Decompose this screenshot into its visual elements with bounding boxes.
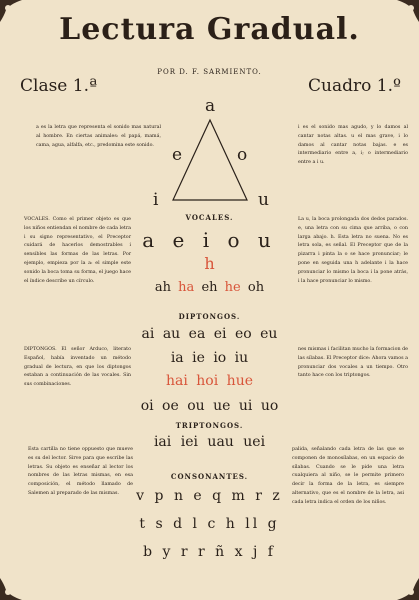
diphthong: eo: [234, 326, 252, 342]
diphthong: eu: [260, 326, 278, 342]
diphthong: ou: [187, 398, 205, 414]
triangle-u: u: [258, 190, 269, 210]
consonants-row-2: t s d l c h ll g: [139, 516, 280, 532]
diptongos-row-4: [0, 398, 419, 414]
intro-right-paragraph: i es el sonido mas agudo, y lo damos al cantar notas altas. u el mas grave, i lo damos al cantar notas bajas. e es intermediario entre a, i; o intermediario entre a i u.: [298, 125, 408, 166]
triphthong: uei: [243, 434, 266, 450]
diphthong: ie: [192, 350, 205, 366]
diphthong: ia: [170, 350, 184, 366]
triangle-e: e: [172, 145, 183, 165]
triphthong: iei: [180, 434, 198, 450]
syllable-oh: oh: [247, 280, 265, 295]
clase-label: Clase 1.ª: [20, 76, 98, 96]
vocales-left-paragraph: VOCALES. Como el primer objeto es que los niños entiendan el nombre de cada letra i su signo representativo, el Preceptor cuidará de hacerlos demostrables i sensibles las formas de las letras. Por ejemplo, empieza por la a: el simple este sonido la boca toma su forma, el juego hace el índice describe un círculo.: [24, 217, 131, 284]
vowel-u: u: [257, 228, 277, 252]
triangle-i: i: [153, 190, 159, 210]
diphthong: oi: [140, 398, 154, 414]
triangle-a: a: [205, 96, 216, 116]
diphthong: hai: [165, 373, 188, 389]
cuadro-label: Cuadro 1.º: [308, 76, 401, 96]
vowel-o: o: [227, 228, 246, 252]
byline: POR D. F. SARMIENTO.: [157, 68, 262, 76]
triphthong: iai: [153, 434, 172, 450]
diphthong: ai: [141, 326, 155, 342]
syllable-ha: ha: [178, 280, 195, 295]
intro-left-paragraph: a es la letra que representa el sonido mas natural al hombre. En ciertas animales: el papá, mamá, cama, agua, alfalfa, etc., predomina este sonido.: [36, 125, 161, 148]
diphthong: hue: [226, 373, 253, 389]
consonantes-heading: CONSONANTES.: [170, 472, 249, 481]
consonantes-left-paragraph: Esta cartilla no tiene oppuesto que mueve es su del lector. Sirve para que escribe las letras. Su objeto es enseñar al lector los nombres de las letras mismas, en esa composición, el método llamado de Salemen al preparado de las mismas.: [28, 447, 133, 496]
diphthong: ue: [213, 398, 231, 414]
diptongos-heading: DIPTONGOS.: [178, 312, 241, 321]
vowel-i: i: [202, 228, 216, 252]
diphthong: io: [213, 350, 227, 366]
diphthong: ui: [238, 398, 253, 414]
consonants-row-1: v p n e q m r z: [136, 488, 283, 504]
diphthong: oe: [162, 398, 179, 414]
vowel-e: e: [172, 228, 191, 252]
corner-ornament-icon: [0, 578, 22, 600]
triptongos-heading: TRIPTONGOS.: [175, 421, 244, 430]
diphthong: iu: [234, 350, 249, 366]
diptongos-row-1: [0, 326, 419, 342]
corner-ornament-icon: [397, 578, 419, 600]
diphthong: ei: [213, 326, 227, 342]
triangle-o: o: [237, 145, 248, 165]
triphthong: uau: [207, 434, 234, 450]
diphthong: ea: [188, 326, 206, 342]
vocales-heading: VOCALES.: [185, 213, 234, 222]
vowel-a: a: [142, 228, 161, 252]
consonantes-right-paragraph: palida, señalando cada letra de las que se componen de monosílabas, en un espacio de sílabas. Cuando se le pide una letra cualquiera al niño, se le permite primero decir la forma de la letra, es siempre alternativo, que es el nombre de la letra, asi cada letra indica el orden de los niños.: [292, 447, 404, 505]
consonants-row-3: b y r r ñ x j f: [143, 544, 276, 560]
syllable-eh: eh: [201, 280, 218, 295]
vocales-right-paragraph: La u, la boca prolongada dos dedos parados. e, una letra con su cima que arriba, o con larga abajo. h. Esta letra no suena. No es letra sola, es señal. El Preceptor que de la pizarra i pinta la o se hace pronunciar; le pone en seguida una h adelante i la hace pronunciar lo mismo la boca i la pone atrás, i la hace pronunciar lo mismo.: [298, 217, 408, 284]
diphthong: uo: [260, 398, 279, 414]
diphthong: hoi: [196, 373, 219, 389]
diphthong: au: [162, 326, 181, 342]
vowel-h: h: [204, 254, 215, 273]
diptongos-left-paragraph: DIPTONGOS. El señor Arduco, literato Español, había inventado un método gradual de lectura, en que los diptongos estaban a continuación de las vocales. Sin sus combinaciones.: [24, 347, 131, 388]
syllable-he: he: [224, 280, 241, 295]
page-title: Lectura Gradual.: [59, 12, 360, 47]
syllable-ah: ah: [154, 280, 172, 295]
diptongos-right-paragraph: nes mismas i facilitan mucho la formacion de las sílabas. El Preceptor dice: Ahora vamos a pronunciar dos vocales a un tiempo. Otro tanto hace con los triptongos.: [298, 347, 408, 379]
